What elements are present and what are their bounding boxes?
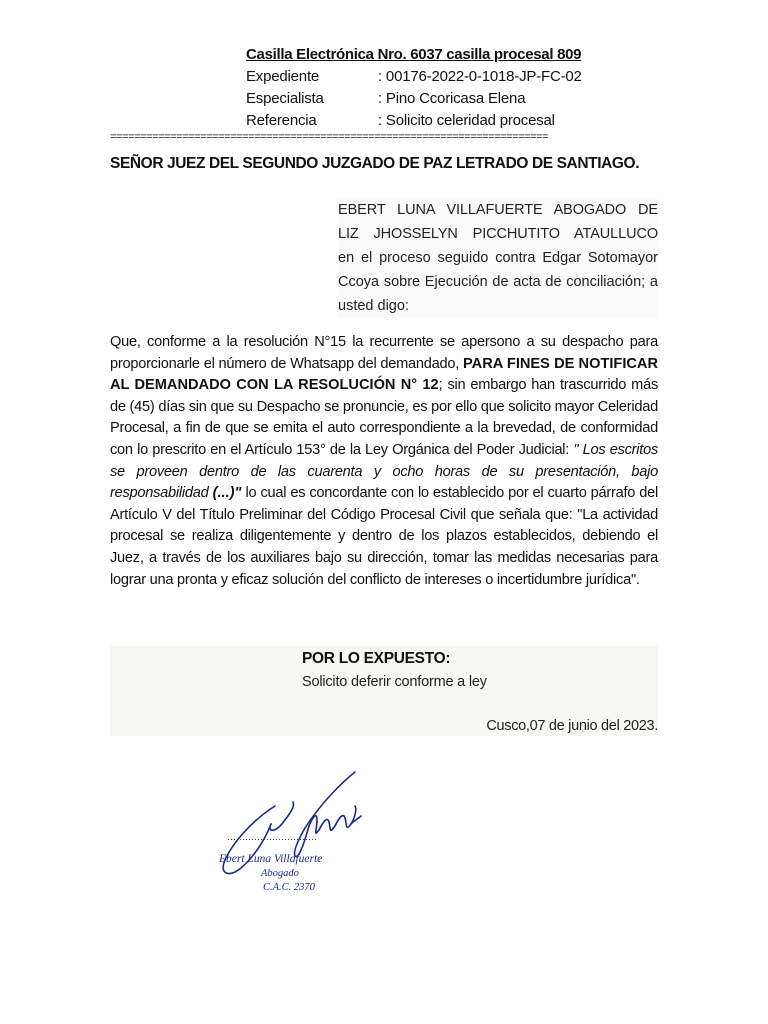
especialista-value: : Pino Ccoricasa Elena: [378, 90, 526, 107]
casilla-title: Casilla Electrónica Nro. 6037 casilla procesal 809: [246, 46, 582, 63]
intro-line-1: EBERT LUNA VILLAFUERTE ABOGADO DE: [338, 202, 658, 218]
intro-line-2: LIZ JHOSSELYN PICCHUTITO ATAULLUCO: [338, 226, 658, 242]
closing-request: Solicito deferir conforme a ley: [302, 674, 487, 690]
intro-rest: en el proceso seguido contra Edgar Sotomayor Ccoya sobre Ejecución de acta de conciliación; a usted digo:: [338, 250, 658, 314]
case-header: [246, 44, 666, 132]
signature-stamp: [205, 760, 395, 900]
addressee-heading: SEÑOR JUEZ DEL SEGUNDO JUZGADO DE PAZ LETRADO DE SANTIAGO.: [110, 155, 640, 172]
signature-role: Abogado: [261, 868, 299, 879]
body-paragraph: [110, 332, 658, 591]
referencia-row: [246, 110, 666, 132]
body-quote-end: (...)": [212, 485, 242, 502]
expediente-label: Expediente: [246, 68, 320, 85]
expediente-row: [246, 66, 666, 88]
signature-name: Ebert Luna Villafuerte: [219, 853, 323, 865]
closing-title: POR LO EXPUESTO:: [302, 650, 451, 667]
especialista-label: Especialista: [246, 90, 324, 107]
intro-block: [338, 198, 658, 318]
signature-cac: C.A.C. 2370: [263, 882, 315, 893]
expediente-value: : 00176-2022-0-1018-JP-FC-02: [378, 68, 582, 85]
separator-line: =========================================================================: [110, 132, 549, 144]
signature-dots: …………………………: [227, 832, 317, 842]
date-line: Cusco,07 de junio del 2023.: [486, 718, 658, 734]
body-quote: " Los escritos se proveen dentro de las cuarenta y ocho horas de su presentación, bajo responsabilidad: [110, 441, 658, 502]
body-bold-1: PARA FINES DE NOTIFICAR AL DEMANDADO CON LA RESOLUCIÓN N° 12: [110, 355, 658, 394]
body-text-2: ; sin embargo han trascurrido más de (45) días sin que su Despacho se pronuncie, es por ello que solicito mayor Celeridad Procesal, a fin de que se emita el auto correspondiente a la brevedad, de conformidad con lo prescrito en el Artículo 153° de la Ley Orgánica del Poder Judicial:: [110, 377, 658, 458]
body-text-1: Que, conforme a la resolución N°15 la recurrente se apersono a su despacho para proporcionarle el número de Whatsapp del demandado,: [110, 334, 658, 372]
referencia-label: Referencia: [246, 112, 317, 129]
referencia-value: : Solicito celeridad procesal: [378, 112, 555, 129]
especialista-row: [246, 88, 666, 110]
body-text-3: lo cual es concordante con lo establecido por el cuarto párrafo del Artículo V del Título Preliminar del Código Procesal Civil que señala que: "La actividad procesal se realiza diligentemente y dentro de los plazos establecidos, debiendo el Juez, a través de los auxiliares bajo su dirección, tomar las medidas necesarias para lograr una pronta y eficaz solución del conflicto de intereses o incertidumbre jurídica".: [110, 485, 658, 588]
